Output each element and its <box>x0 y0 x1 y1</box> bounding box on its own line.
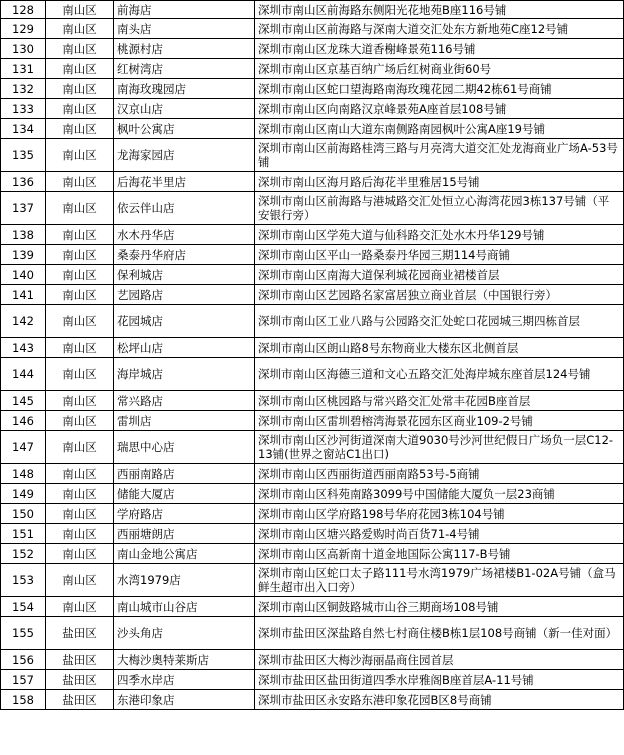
row-number-cell: 140 <box>1 265 46 285</box>
store-name-cell: 常兴路店 <box>114 391 255 411</box>
row-number-cell: 133 <box>1 99 46 119</box>
store-name-cell: 储能大厦店 <box>114 484 255 504</box>
table-row <box>1 79 624 99</box>
row-number-cell: 147 <box>1 431 46 464</box>
district-cell: 南山区 <box>46 265 114 285</box>
district-cell: 南山区 <box>46 391 114 411</box>
store-name-cell: 水湾1979店 <box>114 564 255 597</box>
table-row <box>1 225 624 245</box>
address-cell: 深圳市南山区龙珠大道香榭峰景苑116号铺 <box>255 39 624 59</box>
store-name-cell: 南山金地公寓店 <box>114 544 255 564</box>
row-number-cell: 152 <box>1 544 46 564</box>
address-cell: 深圳市南山区前海路与港城路交汇处恒立心海湾花园3栋137号铺（平安银行旁） <box>255 192 624 225</box>
district-cell: 南山区 <box>46 59 114 79</box>
store-name-cell: 前海店 <box>114 1 255 19</box>
address-cell: 深圳市南山区工业八路与公园路交汇处蛇口花园城三期四栋首层 <box>255 305 624 338</box>
table-row <box>1 650 624 670</box>
store-name-cell: 沙头角店 <box>114 617 255 650</box>
table-row <box>1 172 624 192</box>
district-cell: 南山区 <box>46 504 114 524</box>
table-row <box>1 484 624 504</box>
district-cell: 南山区 <box>46 39 114 59</box>
address-cell: 深圳市南山区海德三道和文心五路交汇处海岸城东座首层124号铺 <box>255 358 624 391</box>
address-cell: 深圳市南山区科苑南路3099号中国储能大厦负一层23商铺 <box>255 484 624 504</box>
address-cell: 深圳市盐田区大梅沙海丽晶商住园首层 <box>255 650 624 670</box>
store-name-cell: 西丽塘朗店 <box>114 524 255 544</box>
address-cell: 深圳市南山区南海大道保利城花园商业裙楼首层 <box>255 265 624 285</box>
row-number-cell: 136 <box>1 172 46 192</box>
row-number-cell: 138 <box>1 225 46 245</box>
district-cell: 南山区 <box>46 192 114 225</box>
store-name-cell: 龙海家园店 <box>114 139 255 172</box>
address-cell: 深圳市南山区桃园路与常兴路交汇处常丰花园B座首层 <box>255 391 624 411</box>
district-cell: 南山区 <box>46 305 114 338</box>
address-cell: 深圳市盐田区盐田街道四季水岸雅阁B座首层A-11号铺 <box>255 670 624 690</box>
row-number-cell: 149 <box>1 484 46 504</box>
table-row <box>1 119 624 139</box>
district-cell: 南山区 <box>46 597 114 617</box>
table-row <box>1 524 624 544</box>
row-number-cell: 145 <box>1 391 46 411</box>
address-cell: 深圳市南山区前海路与深南大道交汇处东方新地苑C座12号铺 <box>255 19 624 39</box>
row-number-cell: 143 <box>1 338 46 358</box>
store-name-cell: 四季水岸店 <box>114 670 255 690</box>
store-name-cell: 依云伴山店 <box>114 192 255 225</box>
address-cell: 深圳市南山区蛇口太子路111号水湾1979广场裙楼B1-02A号铺（盒马鲜生超市出入口旁） <box>255 564 624 597</box>
store-name-cell: 保利城店 <box>114 265 255 285</box>
table-row <box>1 19 624 39</box>
store-name-cell: 学府路店 <box>114 504 255 524</box>
address-cell: 深圳市南山区京基百纳广场后红树商业街60号 <box>255 59 624 79</box>
row-number-cell: 135 <box>1 139 46 172</box>
row-number-cell: 128 <box>1 1 46 19</box>
row-number-cell: 146 <box>1 411 46 431</box>
address-cell: 深圳市南山区朗山路8号东物商业大楼东区北侧首层 <box>255 338 624 358</box>
row-number-cell: 139 <box>1 245 46 265</box>
table-row <box>1 431 624 464</box>
store-name-cell: 艺园路店 <box>114 285 255 305</box>
store-name-cell: 花园城店 <box>114 305 255 338</box>
district-cell: 南山区 <box>46 225 114 245</box>
row-number-cell: 132 <box>1 79 46 99</box>
address-cell: 深圳市南山区雷圳碧榕湾海景花园东区商业109-2号铺 <box>255 411 624 431</box>
district-cell: 南山区 <box>46 484 114 504</box>
store-name-cell: 桑泰丹华府店 <box>114 245 255 265</box>
district-cell: 南山区 <box>46 431 114 464</box>
store-name-cell: 水木丹华店 <box>114 225 255 245</box>
store-table-body <box>1 1 624 710</box>
district-cell: 南山区 <box>46 119 114 139</box>
table-row <box>1 59 624 79</box>
table-row <box>1 338 624 358</box>
table-row <box>1 245 624 265</box>
address-cell: 深圳市盐田区深盐路自然七村商住楼B栋1层108号商铺（新一佳对面） <box>255 617 624 650</box>
row-number-cell: 137 <box>1 192 46 225</box>
store-name-cell: 红树湾店 <box>114 59 255 79</box>
store-name-cell: 瑞思中心店 <box>114 431 255 464</box>
table-row <box>1 139 624 172</box>
table-row <box>1 358 624 391</box>
store-name-cell: 南山城市山谷店 <box>114 597 255 617</box>
district-cell: 南山区 <box>46 99 114 119</box>
district-cell: 南山区 <box>46 564 114 597</box>
district-cell: 南山区 <box>46 411 114 431</box>
store-name-cell: 松坪山店 <box>114 338 255 358</box>
store-name-cell: 雷圳店 <box>114 411 255 431</box>
address-cell: 深圳市南山区海月路后海花半里雅居15号铺 <box>255 172 624 192</box>
store-name-cell: 南头店 <box>114 19 255 39</box>
table-row <box>1 265 624 285</box>
row-number-cell: 158 <box>1 690 46 710</box>
district-cell: 南山区 <box>46 1 114 19</box>
store-name-cell: 海岸城店 <box>114 358 255 391</box>
address-cell: 深圳市南山区学府路198号华府花园3栋104号铺 <box>255 504 624 524</box>
address-cell: 深圳市南山区塘兴路爱购时尚百货71-4号铺 <box>255 524 624 544</box>
store-name-cell: 桃源村店 <box>114 39 255 59</box>
store-name-cell: 后海花半里店 <box>114 172 255 192</box>
row-number-cell: 129 <box>1 19 46 39</box>
address-cell: 深圳市盐田区永安路东港印象花园B区8号商铺 <box>255 690 624 710</box>
table-row <box>1 39 624 59</box>
district-cell: 盐田区 <box>46 670 114 690</box>
district-cell: 盐田区 <box>46 690 114 710</box>
table-row <box>1 1 624 19</box>
address-cell: 深圳市南山区平山一路桑泰丹华园三期114号商铺 <box>255 245 624 265</box>
address-cell: 深圳市南山区蛇口望海路南海玫瑰花园二期42栋61号商铺 <box>255 79 624 99</box>
address-cell: 深圳市南山区学苑大道与仙科路交汇处水木丹华129号铺 <box>255 225 624 245</box>
address-cell: 深圳市南山区高新南十道金地国际公寓117-B号铺 <box>255 544 624 564</box>
store-name-cell: 大梅沙奥特莱斯店 <box>114 650 255 670</box>
table-row <box>1 391 624 411</box>
table-row <box>1 670 624 690</box>
row-number-cell: 153 <box>1 564 46 597</box>
address-cell: 深圳市南山区沙河街道深南大道9030号沙河世纪假日广场负一层C12-13铺(世界之窗站C1出口) <box>255 431 624 464</box>
store-name-cell: 南海玫瑰园店 <box>114 79 255 99</box>
store-name-cell: 枫叶公寓店 <box>114 119 255 139</box>
table-row <box>1 411 624 431</box>
district-cell: 南山区 <box>46 79 114 99</box>
row-number-cell: 134 <box>1 119 46 139</box>
row-number-cell: 144 <box>1 358 46 391</box>
address-cell: 深圳市南山区艺园路名家富居独立商业首层（中国银行旁） <box>255 285 624 305</box>
address-cell: 深圳市南山区向南路汉京峰景苑A座首层108号铺 <box>255 99 624 119</box>
table-row <box>1 305 624 338</box>
district-cell: 南山区 <box>46 285 114 305</box>
row-number-cell: 154 <box>1 597 46 617</box>
district-cell: 南山区 <box>46 464 114 484</box>
address-cell: 深圳市南山区南山大道东南侧路南园枫叶公寓A座19号铺 <box>255 119 624 139</box>
table-row <box>1 544 624 564</box>
row-number-cell: 151 <box>1 524 46 544</box>
district-cell: 南山区 <box>46 338 114 358</box>
table-row <box>1 564 624 597</box>
row-number-cell: 157 <box>1 670 46 690</box>
table-row <box>1 504 624 524</box>
district-cell: 南山区 <box>46 19 114 39</box>
address-cell: 深圳市南山区前海路桂湾三路与月亮湾大道交汇处龙海商业广场A-53号铺 <box>255 139 624 172</box>
address-cell: 深圳市南山区铜鼓路城市山谷三期商场108号铺 <box>255 597 624 617</box>
row-number-cell: 131 <box>1 59 46 79</box>
district-cell: 南山区 <box>46 358 114 391</box>
district-cell: 南山区 <box>46 139 114 172</box>
district-cell: 南山区 <box>46 245 114 265</box>
row-number-cell: 148 <box>1 464 46 484</box>
address-cell: 深圳市南山区前海路东侧阳光花地苑B座116号铺 <box>255 1 624 19</box>
row-number-cell: 141 <box>1 285 46 305</box>
district-cell: 盐田区 <box>46 617 114 650</box>
row-number-cell: 150 <box>1 504 46 524</box>
table-row <box>1 99 624 119</box>
table-row <box>1 285 624 305</box>
table-row <box>1 617 624 650</box>
district-cell: 盐田区 <box>46 650 114 670</box>
district-cell: 南山区 <box>46 172 114 192</box>
store-name-cell: 汉京山店 <box>114 99 255 119</box>
district-cell: 南山区 <box>46 524 114 544</box>
store-name-cell: 西丽南路店 <box>114 464 255 484</box>
table-row <box>1 597 624 617</box>
store-name-cell: 东港印象店 <box>114 690 255 710</box>
table-row <box>1 690 624 710</box>
row-number-cell: 156 <box>1 650 46 670</box>
table-row <box>1 464 624 484</box>
row-number-cell: 130 <box>1 39 46 59</box>
table-row <box>1 192 624 225</box>
row-number-cell: 142 <box>1 305 46 338</box>
address-cell: 深圳市南山区西丽街道西丽南路53号-5商铺 <box>255 464 624 484</box>
district-cell: 南山区 <box>46 544 114 564</box>
row-number-cell: 155 <box>1 617 46 650</box>
